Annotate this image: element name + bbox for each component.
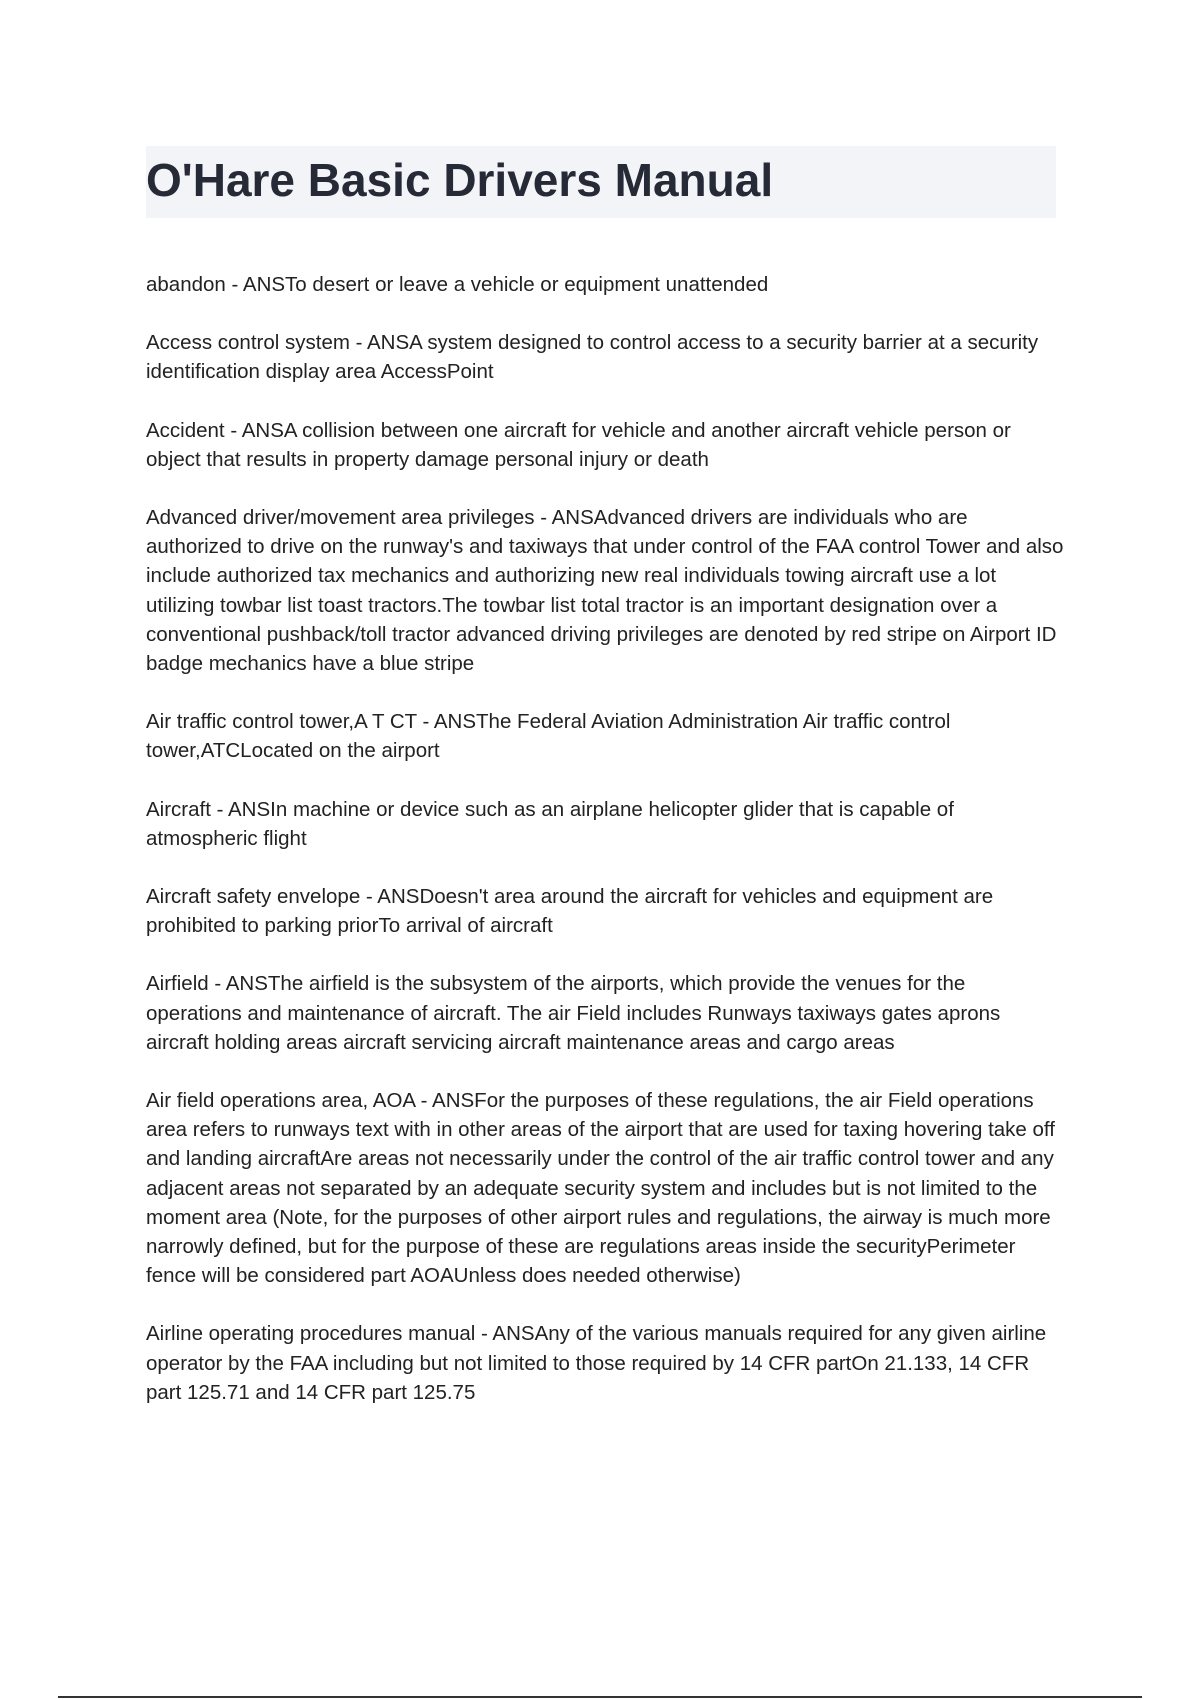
glossary-list	[146, 270, 1066, 1436]
glossary-entry: Airline operating procedures manual - ANSAny of the various manuals required for any given airline operator by the FAA including but not limited to those required by 14 CFR partOn 21.133, 14 CFR part 125.71 and 14 CFR part 125.75	[146, 1322, 1047, 1404]
glossary-entry: Access control system - ANSA system designed to control access to a security barrier at a security identification display area AccessPoint	[146, 331, 1039, 384]
glossary-entry: Aircraft safety envelope - ANSDoesn't area around the aircraft for vehicles and equipment are prohibited to parking priorTo arrival of aircraft	[146, 885, 994, 938]
glossary-entry: Aircraft - ANSIn machine or device such as an airplane helicopter glider that is capable of atmospheric flight	[146, 797, 954, 850]
glossary-entry: Air traffic control tower,A T CT - ANSThe Federal Aviation Administration Air traffic control tower,ATCLocated on the airport	[146, 710, 951, 763]
page-title: O'Hare Basic Drivers Manual	[146, 154, 774, 206]
glossary-entry: abandon - ANSTo desert or leave a vehicle or equipment unattended	[146, 273, 769, 296]
glossary-entry: Airfield - ANSThe airfield is the subsystem of the airports, which provide the venues for the operations and maintenance of aircraft. The air Field includes Runways taxiways gates aprons aircraft holding areas aircraft servicing aircraft maintenance areas and cargo areas	[146, 972, 1001, 1054]
glossary-entry: Advanced driver/movement area privileges - ANSAdvanced drivers are individuals who are authorized to drive on the runway's and taxiways that under control of the FAA control Tower and also include authorized tax mechanics and authorizing new real individuals towing aircraft use a lot utilizing towbar list toast tractors.The towbar list total tractor is an important designation over a conventional pushback/toll tractor advanced driving privileges are denoted by red stripe on Airport ID badge mechanics have a blue stripe	[146, 506, 1064, 676]
glossary-entry: Air field operations area, AOA - ANSFor the purposes of these regulations, the air Field operations area refers to runways text with in other areas of the airport that are used for taxing hovering take off and landing aircraftAre areas not necessarily under the control of the air traffic control tower and any adjacent areas not separated by an adequate security system and includes but is not limited to the moment area (Note, for the purposes of other airport rules and regulations, the airway is much more narrowly defined, but for the purpose of these are regulations areas inside the securityPerimeter fence will be considered part AOAUnless does needed otherwise)	[146, 1089, 1055, 1288]
footer-divider	[58, 1696, 1142, 1698]
glossary-entry: Accident - ANSA collision between one aircraft for vehicle and another aircraft vehicle person or object that results in property damage personal injury or death	[146, 418, 1011, 471]
title-banner	[146, 146, 1056, 218]
